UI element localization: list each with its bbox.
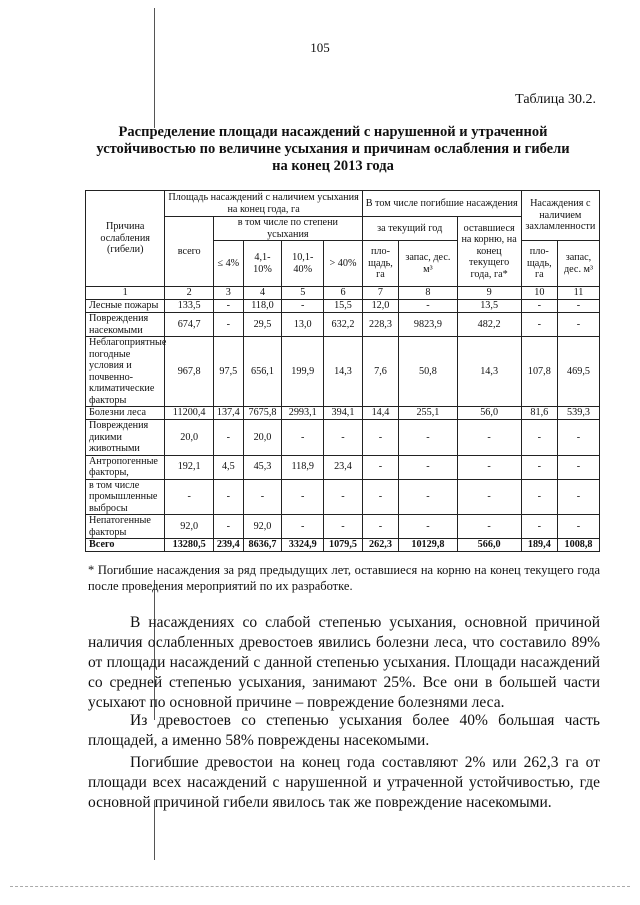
table-cell: -	[457, 455, 521, 479]
total-cell: 1079,5	[324, 539, 363, 552]
table-cell: -	[324, 515, 363, 539]
table-title: Распределение площади насаждений с нарушенной и утраченной устойчивостью по величине усыхания и причинам ослабления и гибели на конец 2013 года	[96, 124, 570, 174]
table-cell: 14,4	[362, 407, 398, 420]
total-cell: 189,4	[521, 539, 557, 552]
table-cell: -	[558, 313, 600, 337]
table-cell: -	[457, 515, 521, 539]
table-row	[86, 337, 600, 407]
table-cell: -	[399, 300, 457, 313]
total-cell: 239,4	[213, 539, 243, 552]
table-row	[86, 300, 600, 313]
table-cell: 15,5	[324, 300, 363, 313]
table-cell: 14,3	[457, 337, 521, 407]
table-cell: -	[558, 455, 600, 479]
bottom-scan-edge	[10, 886, 630, 887]
table-cell: -	[457, 479, 521, 515]
table-cell: -	[399, 515, 457, 539]
table-cell: -	[521, 420, 557, 456]
table-cell: 81,6	[521, 407, 557, 420]
table-cell: -	[521, 455, 557, 479]
table-cell: -	[521, 479, 557, 515]
table-cell: 11200,4	[165, 407, 214, 420]
table-cell: -	[399, 420, 457, 456]
table-cell: -	[558, 300, 600, 313]
col-number: 2	[165, 287, 214, 300]
header-lit-area: пло-щадь, га	[521, 241, 557, 287]
table-cell: 656,1	[243, 337, 282, 407]
table-cell: 967,8	[165, 337, 214, 407]
total-cell: 566,0	[457, 539, 521, 552]
table-cell: -	[457, 420, 521, 456]
header-littered: Насаждения с наличием захламленности	[521, 191, 599, 241]
table-cell: 56,0	[457, 407, 521, 420]
table-row	[86, 515, 600, 539]
table-cell: 632,2	[324, 313, 363, 337]
table-cell: 92,0	[243, 515, 282, 539]
total-cell: 8636,7	[243, 539, 282, 552]
col-number: 1	[86, 287, 165, 300]
table-row	[86, 313, 600, 337]
table-cell: -	[362, 479, 398, 515]
table-cell: 199,9	[282, 337, 324, 407]
col-number: 3	[213, 287, 243, 300]
total-cell: 13280,5	[165, 539, 214, 552]
paragraph-2: Из древостоев со степенью усыхания более 40% большая часть площадей, а именно 58% повреждены насекомыми.	[88, 712, 600, 749]
table-cell: 255,1	[399, 407, 457, 420]
col-number: 4	[243, 287, 282, 300]
table-cell: -	[558, 420, 600, 456]
total-cell: 1008,8	[558, 539, 600, 552]
table-cell: -	[521, 515, 557, 539]
table-cell: -	[362, 455, 398, 479]
margin-line-top	[154, 8, 155, 128]
table-cell: 107,8	[521, 337, 557, 407]
table-cell: 20,0	[243, 420, 282, 456]
table-cell: -	[362, 420, 398, 456]
footnote: * Погибшие насаждения за ряд предыдущих лет, оставшиеся на корню на конец текущего года после проведения мероприятий по их разработке.	[88, 563, 600, 593]
table-cell: -	[324, 420, 363, 456]
paragraph-3: Погибшие древостои на конец года составляют 2% или 262,3 га от площади всех насаждений с нарушенной и утраченной устойчивостью, где основной причиной гибели явилось так же повреждение насекомыми.	[88, 754, 600, 811]
table-cell: -	[213, 479, 243, 515]
row-cause: Лесные пожары	[86, 300, 165, 313]
table-row	[86, 479, 600, 515]
table-cell: 539,3	[558, 407, 600, 420]
table-cell: 7,6	[362, 337, 398, 407]
table-cell: -	[243, 479, 282, 515]
row-cause: Болезни леса	[86, 407, 165, 420]
col-number: 10	[521, 287, 557, 300]
table-cell: -	[558, 479, 600, 515]
table-cell: 469,5	[558, 337, 600, 407]
table-cell: -	[282, 300, 324, 313]
table-cell: 2993,1	[282, 407, 324, 420]
table-cell: 14,3	[324, 337, 363, 407]
header-cause: Причина ослабления (гибели)	[86, 191, 165, 287]
header-d2: 4,1-10%	[243, 241, 282, 287]
row-cause: Непатогенные факторы	[86, 515, 165, 539]
col-number: 6	[324, 287, 363, 300]
header-area-ha: пло-щадь, га	[362, 241, 398, 287]
data-table	[85, 190, 600, 552]
header-remaining: оставшиеся на корню, на конец текущего года, га*	[457, 217, 521, 287]
col-number: 5	[282, 287, 324, 300]
table-cell: 92,0	[165, 515, 214, 539]
table-number: Таблица 30.2.	[515, 92, 596, 107]
total-cell: 3324,9	[282, 539, 324, 552]
row-cause: Неблагоприятные погодные условия и почвенно-климатические факторы	[86, 337, 165, 407]
table-cell: -	[213, 313, 243, 337]
table-cell: 97,5	[213, 337, 243, 407]
table-cell: 133,5	[165, 300, 214, 313]
table-cell: -	[282, 515, 324, 539]
table-cell: 13,0	[282, 313, 324, 337]
table-cell: -	[165, 479, 214, 515]
header-died-group: В том числе погибшие насаждения	[362, 191, 521, 217]
table-cell: 12,0	[362, 300, 398, 313]
table-cell: -	[399, 455, 457, 479]
col-number: 9	[457, 287, 521, 300]
table-cell: 9823,9	[399, 313, 457, 337]
table-cell: 4,5	[213, 455, 243, 479]
table-cell: -	[282, 479, 324, 515]
header-incl-degree: в том числе по степени усыхания	[213, 217, 362, 241]
table-row	[86, 455, 600, 479]
table-cell: -	[521, 300, 557, 313]
table-cell: 7675,8	[243, 407, 282, 420]
table-cell: 118,9	[282, 455, 324, 479]
table-cell: -	[362, 515, 398, 539]
row-cause: Антропогенные факторы,	[86, 455, 165, 479]
page-number: 105	[310, 40, 330, 55]
table-cell: 482,2	[457, 313, 521, 337]
total-row	[86, 539, 600, 552]
header-current-year: за текущий год	[362, 217, 457, 241]
table-cell: 29,5	[243, 313, 282, 337]
total-cell: 10129,8	[399, 539, 457, 552]
table-row	[86, 420, 600, 456]
table-cell: -	[521, 313, 557, 337]
row-cause: Повреждения дикими животными	[86, 420, 165, 456]
table-cell: 13,5	[457, 300, 521, 313]
table-cell: 394,1	[324, 407, 363, 420]
table-cell: 674,7	[165, 313, 214, 337]
table-cell: 192,1	[165, 455, 214, 479]
header-d1: ≤ 4%	[213, 241, 243, 287]
header-lit-stock: запас, дес. м³	[558, 241, 600, 287]
table-cell: -	[558, 515, 600, 539]
total-label: Всего	[86, 539, 165, 552]
table-cell: -	[213, 420, 243, 456]
row-cause: в том числе промышленные выбросы	[86, 479, 165, 515]
table-cell: 228,3	[362, 313, 398, 337]
col-number: 11	[558, 287, 600, 300]
header-total: всего	[165, 217, 214, 287]
table-cell: 118,0	[243, 300, 282, 313]
table-cell: -	[324, 479, 363, 515]
table-cell: -	[282, 420, 324, 456]
col-number: 8	[399, 287, 457, 300]
total-cell: 262,3	[362, 539, 398, 552]
table-cell: 23,4	[324, 455, 363, 479]
table-cell: -	[213, 300, 243, 313]
table-cell: -	[399, 479, 457, 515]
header-stock: запас, дес. м³	[399, 241, 457, 287]
header-area-group: Площадь насаждений с наличием усыхания на конец года, га	[165, 191, 362, 217]
table-row	[86, 407, 600, 420]
table-cell: 45,3	[243, 455, 282, 479]
col-number: 7	[362, 287, 398, 300]
table-cell: 20,0	[165, 420, 214, 456]
table-cell: 137,4	[213, 407, 243, 420]
header-d4: > 40%	[324, 241, 363, 287]
table-cell: 50,8	[399, 337, 457, 407]
paragraph-1: В насаждениях со слабой степенью усыхания, основной причиной наличия ослабленных древостоев явились болезни леса, что составило 89% от площади насаждений с данной степенью усыхания. Площади насаждений со средней степенью усыхания, занимают 25%. Все они в большей части усыхают по основной причине – повреждение болезнями леса.	[88, 614, 600, 711]
row-cause: Повреждения насекомыми	[86, 313, 165, 337]
table-cell: -	[213, 515, 243, 539]
header-d3: 10,1-40%	[282, 241, 324, 287]
